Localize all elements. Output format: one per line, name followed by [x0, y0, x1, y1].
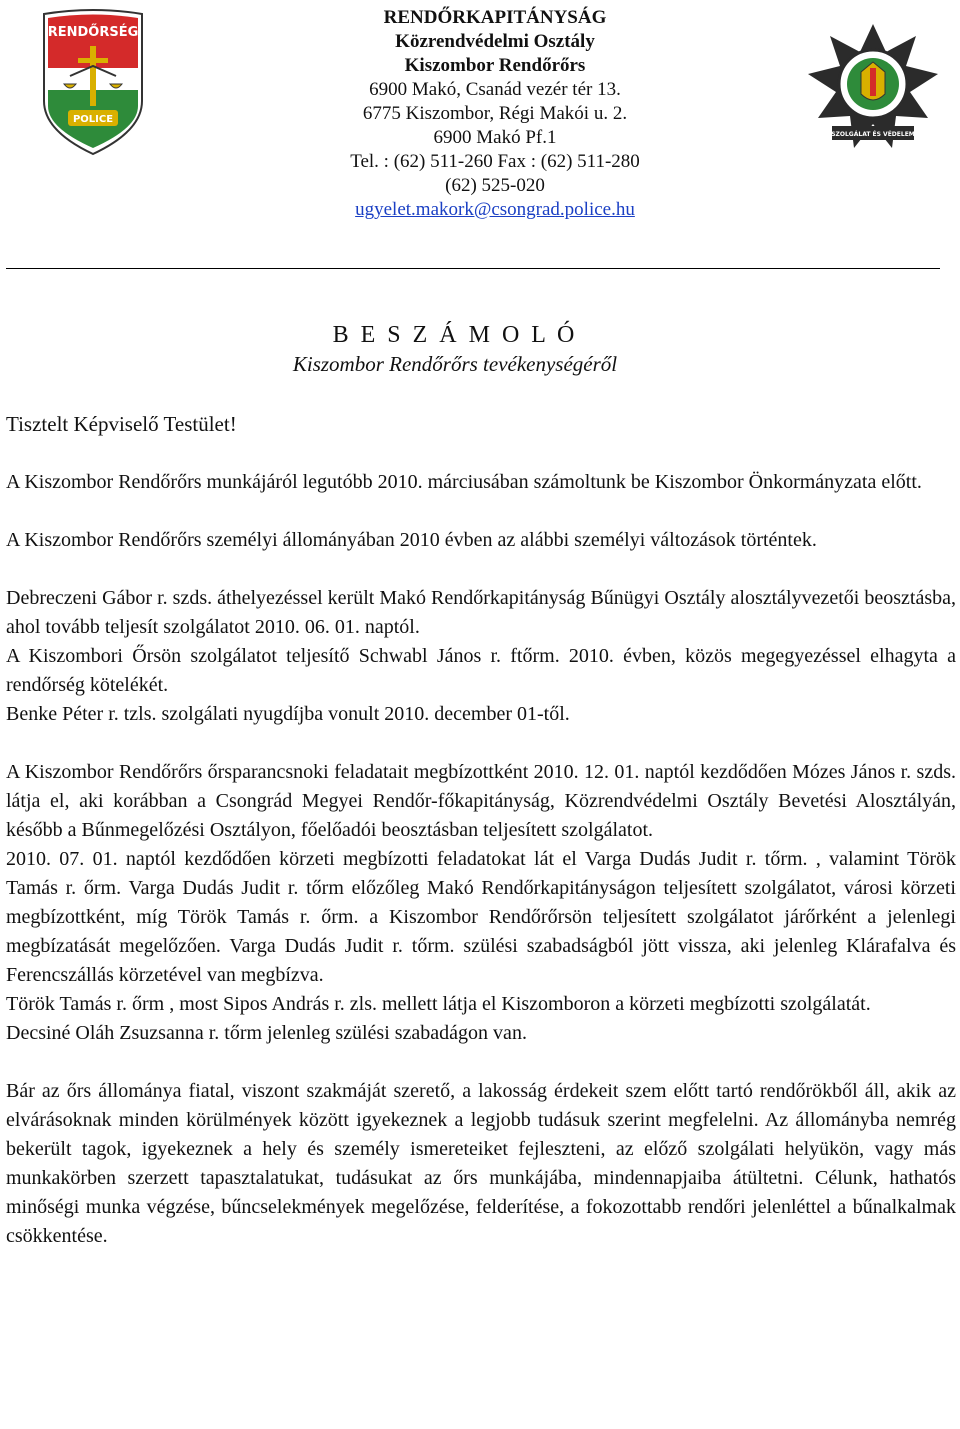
org-line-2: Közrendvédelmi Osztály: [395, 31, 595, 52]
logo-text-top: RENDŐRSÉG: [47, 25, 139, 40]
document-title: [250, 320, 660, 378]
email-link[interactable]: ugyelet.makork@csongrad.police.hu: [355, 199, 635, 220]
paragraph-decsine: Decsiné Oláh Zsuzsanna r. tőrm jelenleg szülési szabadágon van.: [6, 1022, 527, 1044]
spacer: [6, 1048, 956, 1077]
org-line-1: RENDŐRKAPITÁNYSÁG: [383, 7, 607, 28]
police-shield-logo-icon: [40, 6, 146, 156]
paragraph-varga-torok: 2010. 07. 01. naptól kezdődően körzeti megbízotti feladatokat lát el Varga Dudás Judit r. tőrm. , valamint Török Tamás r. őrm. Varga Dudás Judit r. tőrm előzőleg Makó Rendőrkapitányságon teljesített szolgálatot, városi körzeti megbízottként, míg Török Tamás r. őrm. a Kiszombor Rendőrőrsön teljesített szolgálatot járőrként a jelenlegi megbízatását megelőzően. Varga Dudás Judit r. tőrm. szülési szabadságból jött vissza, aki jelenleg Klárafalva és Ferencszállás körzetével van megbízva.: [6, 848, 956, 986]
paragraph-intro: A Kiszombor Rendőrőrs munkájáról legutóbb 2010. márciusában számoltunk be Kiszombor Önkormányzata előtt.: [6, 471, 922, 493]
paragraph-mozes: A Kiszombor Rendőrőrs őrsparancsnoki feladatait megbízottként 2010. 12. 01. naptól kezdődően Mózes János r. szds. látja el, aki korábban a Csongrád Megyei Rendőr-főkapitányság, Közrendvédelmi Osztály Bevetési Alosztályán, később a Bűnmegelőzési Osztályon, főelőadói beosztásban teljesített szolgálatot.: [6, 761, 956, 841]
spacer: [6, 729, 956, 758]
phone-line-2: (62) 525-020: [445, 175, 545, 196]
police-star-badge-icon: [806, 22, 940, 152]
paragraph-staff-changes: A Kiszombor Rendőrőrs személyi állományában 2010 évben az alábbi személyi változások történtek.: [6, 529, 817, 551]
salutation: Tisztelt Képviselő Testület!: [6, 412, 237, 436]
letterhead: [0, 0, 960, 230]
paragraph-debreczeni: Debreczeni Gábor r. szds. áthelyezéssel került Makó Rendőrkapitányság Bűnügyi Osztály alosztályvezetői beosztásba, ahol tovább teljesít szolgálatot 2010. 06. 01. naptól.: [6, 587, 956, 638]
org-line-3: Kiszombor Rendőrőrs: [404, 55, 586, 76]
paragraph-closing: Bár az őrs állománya fiatal, viszont szakmáját szerető, a lakosság érdekeit szem előtt tartó rendőrökből áll, akik az elvárásoknak minden körülmények között igyekeznek a legjobb tudásuk szerint megfelelni. Az állományba nemrég bekerült tagok, igyekeznek a hely és személy ismereteiket fejleszteni, az előző szolgálati helyükön, vagy más munkakörben szerzett tapasztalatukat, tudásukat az őrs munkájába, mindennapjaiba átültetni. Célunk, hathatós minőségi munka végzése, bűncselekmények megelőzése, felderítése, a fokozottabb rendőri jelenléttel a bűnalkalmak csökkentése.: [6, 1080, 956, 1247]
title-subtitle: Kiszombor Rendőrőrs tevékenységéről: [292, 352, 618, 376]
address-line-1: 6900 Makó, Csanád vezér tér 13.: [369, 79, 621, 100]
spacer: [6, 555, 956, 584]
badge-text: SZOLGÁLAT ÉS VÉDELEM: [831, 131, 915, 138]
phone-line: Tel. : (62) 511-260 Fax : (62) 511-280: [350, 151, 640, 172]
paragraph-benke: Benke Péter r. tzls. szolgálati nyugdíjba vonult 2010. december 01-től.: [6, 703, 570, 725]
organization-block: [300, 6, 690, 222]
address-line-3: 6900 Makó Pf.1: [433, 127, 557, 148]
document-body: [6, 468, 956, 1251]
header-divider: [6, 268, 940, 269]
logo-text-bottom: POLICE: [72, 114, 114, 125]
spacer: [6, 497, 956, 526]
title-main: B E S Z Á M O L Ó: [332, 322, 578, 348]
address-line-2: 6775 Kiszombor, Régi Makói u. 2.: [362, 103, 628, 124]
paragraph-schwabl: A Kiszombori Őrsön szolgálatot teljesítő Schwabl János r. ftőrm. 2010. évben, közös megegyezéssel elhagyta a rendőrség kötelékét.: [6, 645, 956, 696]
paragraph-sipos: Török Tamás r. őrm , most Sipos András r. zls. mellett látja el Kiszomboron a körzeti megbízotti szolgálatát.: [6, 993, 871, 1015]
